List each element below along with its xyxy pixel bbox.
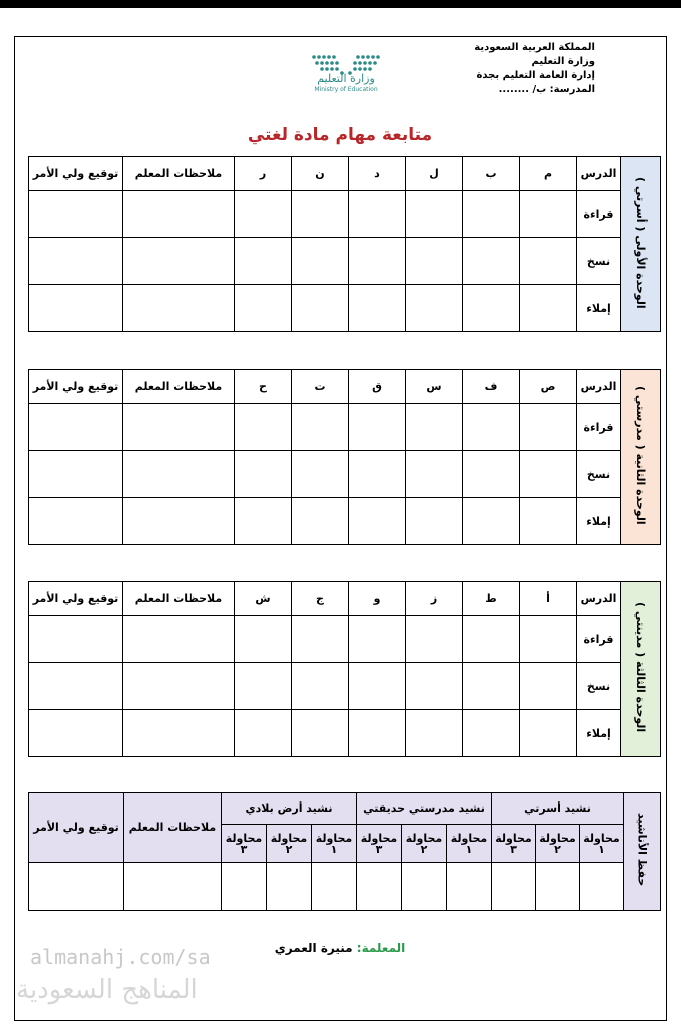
entry-cell[interactable] (520, 191, 577, 238)
attempt-header: محاولة ١ (580, 825, 624, 863)
row-label: نسخ (577, 451, 621, 498)
letter-cell: ج (292, 582, 349, 616)
entry-cell[interactable] (463, 663, 520, 710)
letter-cell: أ (520, 582, 577, 616)
entry-cell[interactable] (292, 710, 349, 757)
entry-cell[interactable] (463, 404, 520, 451)
entry-cell[interactable] (29, 663, 123, 710)
teacher-label: المعلمة: (356, 941, 406, 955)
entry-cell[interactable] (406, 663, 463, 710)
entry-cell[interactable] (520, 285, 577, 332)
entry-cell[interactable] (29, 616, 123, 663)
entry-cell[interactable] (292, 285, 349, 332)
entry-cell[interactable] (349, 404, 406, 451)
guardian-sign-header: توقيع ولي الأمر (29, 370, 123, 404)
letter-cell: د (349, 157, 406, 191)
letter-cell: م (520, 157, 577, 191)
song-header: نشيد مدرستي حديقتي (357, 793, 492, 825)
watermark-arabic: المناهج السعودية (16, 975, 198, 1005)
entry-cell[interactable] (123, 616, 235, 663)
attempt-header: محاولة ٣ (222, 825, 267, 863)
letter-cell: ش (235, 582, 292, 616)
entry-cell[interactable] (402, 863, 447, 911)
songs-label (624, 793, 661, 911)
entry-cell[interactable] (406, 285, 463, 332)
entry-cell[interactable] (520, 616, 577, 663)
attempt-header: محاولة ٣ (492, 825, 536, 863)
entry-cell[interactable] (349, 191, 406, 238)
letter-cell: ب (463, 157, 520, 191)
entry-cell[interactable] (292, 663, 349, 710)
attempt-header: محاولة ٢ (267, 825, 312, 863)
top-bar (0, 0, 681, 8)
lesson-header: الدرس (577, 370, 621, 404)
entry-cell[interactable] (29, 863, 124, 911)
entry-cell[interactable] (235, 404, 292, 451)
entry-cell[interactable] (447, 863, 492, 911)
entry-cell[interactable] (235, 451, 292, 498)
entry-cell[interactable] (406, 616, 463, 663)
row-label: نسخ (577, 238, 621, 285)
unit-3-table (28, 581, 661, 757)
row-label: قراءة (577, 191, 621, 238)
letter-cell: ن (292, 157, 349, 191)
guardian-sign-header: توقيع ولي الأمر (29, 157, 123, 191)
entry-cell[interactable] (349, 238, 406, 285)
row-label: إملاء (577, 710, 621, 757)
letter-cell: س (406, 370, 463, 404)
entry-cell[interactable] (123, 191, 235, 238)
entry-cell[interactable] (349, 285, 406, 332)
entry-cell[interactable] (520, 498, 577, 545)
entry-cell[interactable] (406, 404, 463, 451)
entry-cell[interactable] (235, 285, 292, 332)
letter-cell: ح (235, 370, 292, 404)
teacher-name: منيرة العمري (274, 941, 353, 955)
entry-cell[interactable] (406, 191, 463, 238)
entry-cell[interactable] (520, 238, 577, 285)
entry-cell[interactable] (235, 238, 292, 285)
entry-cell[interactable] (536, 863, 580, 911)
watermark-url: almanahj.com/sa (30, 945, 211, 969)
entry-cell[interactable] (520, 404, 577, 451)
songs-guardian-header: توقيع ولي الأمر (29, 793, 124, 863)
lesson-header: الدرس (577, 582, 621, 616)
letter-cell: ز (406, 582, 463, 616)
entry-cell[interactable] (520, 451, 577, 498)
entry-cell[interactable] (29, 191, 123, 238)
entry-cell[interactable] (406, 710, 463, 757)
entry-cell[interactable] (123, 404, 235, 451)
entry-cell[interactable] (235, 191, 292, 238)
entry-cell[interactable] (349, 710, 406, 757)
entry-cell[interactable] (124, 863, 222, 911)
logo-subtitle: Ministry of Education (314, 86, 378, 93)
entry-cell[interactable] (123, 451, 235, 498)
entry-cell[interactable] (463, 238, 520, 285)
entry-cell[interactable] (463, 285, 520, 332)
entry-cell[interactable] (520, 663, 577, 710)
row-label: قراءة (577, 616, 621, 663)
entry-cell[interactable] (292, 191, 349, 238)
header-block (395, 41, 595, 97)
letter-cell: ق (349, 370, 406, 404)
entry-cell[interactable] (463, 710, 520, 757)
teacher-notes-header: ملاحظات المعلم (123, 582, 235, 616)
unit-label-text: الوحدة الثالثة ( مدينتي ) (634, 602, 647, 733)
letter-cell: و (349, 582, 406, 616)
teacher-notes-header: ملاحظات المعلم (123, 370, 235, 404)
entry-cell[interactable] (349, 663, 406, 710)
entry-cell[interactable] (349, 498, 406, 545)
unit-label (621, 370, 661, 545)
teacher-signature-line (260, 941, 420, 955)
attempt-header: محاولة ٣ (357, 825, 402, 863)
unit-label (621, 157, 661, 332)
entry-cell[interactable] (123, 285, 235, 332)
entry-cell[interactable] (222, 863, 267, 911)
entry-cell[interactable] (123, 498, 235, 545)
entry-cell[interactable] (292, 616, 349, 663)
teacher-notes-header: ملاحظات المعلم (123, 157, 235, 191)
entry-cell[interactable] (463, 498, 520, 545)
row-label: قراءة (577, 404, 621, 451)
entry-cell[interactable] (406, 498, 463, 545)
letter-cell: ف (463, 370, 520, 404)
row-label: إملاء (577, 285, 621, 332)
letter-cell: ص (520, 370, 577, 404)
page-title: متابعة مهام مادة لغتي (247, 125, 433, 145)
entry-cell[interactable] (292, 404, 349, 451)
letter-cell: ت (292, 370, 349, 404)
entry-cell[interactable] (580, 863, 624, 911)
entry-cell[interactable] (312, 863, 357, 911)
song-header: نشيد أسرتي (492, 793, 624, 825)
lesson-header: الدرس (577, 157, 621, 191)
entry-cell[interactable] (349, 451, 406, 498)
entry-cell[interactable] (29, 710, 123, 757)
entry-cell[interactable] (492, 863, 536, 911)
guardian-sign-header: توقيع ولي الأمر (29, 582, 123, 616)
entry-cell[interactable] (235, 710, 292, 757)
unit-label-text: الوحدة الثانية ( مدرستي ) (634, 386, 647, 525)
entry-cell[interactable] (235, 616, 292, 663)
entry-cell[interactable] (292, 498, 349, 545)
entry-cell[interactable] (463, 191, 520, 238)
entry-cell[interactable] (29, 404, 123, 451)
entry-cell[interactable] (123, 238, 235, 285)
entry-cell[interactable] (463, 451, 520, 498)
entry-cell[interactable] (29, 285, 123, 332)
entry-cell[interactable] (123, 710, 235, 757)
entry-cell[interactable] (29, 238, 123, 285)
entry-cell[interactable] (520, 710, 577, 757)
header-line-directorate: إدارة العامة التعليم بجدة (476, 70, 595, 81)
song-header: نشيد أرض بلادي (222, 793, 357, 825)
row-label: نسخ (577, 663, 621, 710)
attempt-header: محاولة ١ (447, 825, 492, 863)
attempt-header: محاولة ١ (312, 825, 357, 863)
songs-notes-header: ملاحظات المعلم (124, 793, 222, 863)
songs-table (28, 792, 661, 911)
entry-cell[interactable] (406, 238, 463, 285)
letter-cell: ط (463, 582, 520, 616)
entry-cell[interactable] (29, 451, 123, 498)
entry-cell[interactable] (235, 498, 292, 545)
entry-cell[interactable] (406, 451, 463, 498)
entry-cell[interactable] (235, 663, 292, 710)
logo-text: وزارة التعليم (317, 72, 375, 85)
entry-cell[interactable] (267, 863, 312, 911)
entry-cell[interactable] (29, 498, 123, 545)
unit-label-text: الوحدة الأولى ( أسرتي ) (634, 176, 647, 309)
entry-cell[interactable] (463, 616, 520, 663)
entry-cell[interactable] (292, 238, 349, 285)
unit-label (621, 582, 661, 757)
songs-label-text: حفظ الأناشيد (635, 813, 649, 887)
header-line-school: المدرسة: ب/ ........ (498, 84, 595, 95)
letter-cell: ر (235, 157, 292, 191)
entry-cell[interactable] (349, 616, 406, 663)
letter-cell: ل (406, 157, 463, 191)
entry-cell[interactable] (292, 451, 349, 498)
header-line-ministry: وزارة التعليم (531, 56, 595, 67)
attempt-header: محاولة ٢ (402, 825, 447, 863)
unit-1-table (28, 156, 661, 332)
entry-cell[interactable] (357, 863, 402, 911)
entry-cell[interactable] (123, 663, 235, 710)
attempt-header: محاولة ٢ (536, 825, 580, 863)
unit-2-table (28, 369, 661, 545)
row-label: إملاء (577, 498, 621, 545)
header-line-country: المملكة العربية السعودية (474, 42, 595, 53)
